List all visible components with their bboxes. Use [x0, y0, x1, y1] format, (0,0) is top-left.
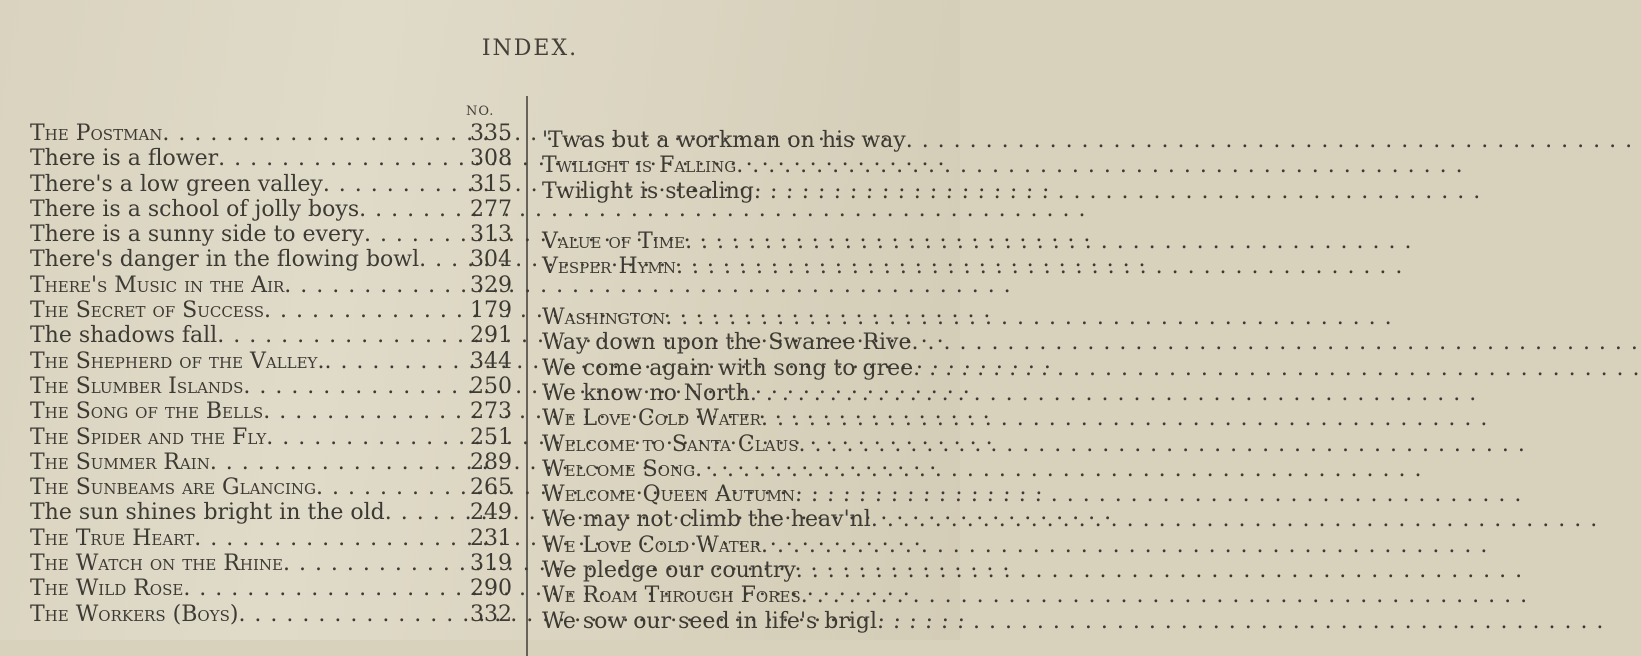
leader-dots — [736, 153, 982, 178]
entry-number: 250 — [470, 373, 512, 399]
entry-number: 290 — [470, 576, 512, 602]
index-entry — [0, 475, 512, 500]
leader-dots — [685, 229, 982, 254]
index-entry — [0, 121, 512, 146]
leader-dots — [324, 349, 460, 374]
entry-title: We pledge our country — [542, 558, 796, 584]
index-entry — [542, 609, 982, 634]
leader-dots — [796, 558, 982, 583]
entry-title: There is a school of jolly boys — [30, 196, 360, 222]
index-entry — [0, 399, 512, 424]
entry-title: There's danger in the flowing bowl — [30, 247, 420, 273]
leader-dots — [217, 323, 460, 348]
index-entry — [0, 349, 512, 374]
index-entry — [542, 153, 982, 178]
index-entry — [0, 526, 512, 551]
leader-dots — [218, 146, 460, 171]
leader-dots — [284, 273, 460, 298]
index-entry — [0, 425, 512, 450]
index-entry — [542, 457, 982, 482]
entry-number: 304 — [470, 247, 512, 273]
entry-title: The Wild Rose — [30, 576, 184, 602]
entry-title: We may not climb the heav'nl — [542, 507, 871, 533]
leader-dots — [695, 457, 982, 482]
entry-title: Value of Time — [542, 229, 686, 255]
number-column-header: NO. — [466, 104, 495, 119]
entry-title: 'Twas but a workman on his way — [542, 128, 906, 153]
entry-title: The Song of the Bells — [30, 399, 264, 425]
entry-title: The Sunbeams are Glancing — [30, 475, 317, 501]
blank-spacer — [542, 204, 982, 229]
leader-dots — [419, 247, 460, 272]
leader-dots — [316, 475, 460, 500]
entry-title: We Love Cold Water — [542, 406, 761, 432]
entry-title: The Spider and the Fly — [30, 424, 267, 450]
entry-number: 273 — [470, 399, 512, 425]
entry-title: The Slumber Islands — [30, 373, 244, 399]
entry-number: 319 — [470, 551, 512, 577]
index-entry — [0, 298, 512, 323]
entry-title: There's a low green valley — [30, 171, 323, 197]
leader-dots — [750, 381, 982, 406]
index-entry — [542, 482, 982, 507]
index-entry — [542, 330, 982, 355]
page-title: INDEX. — [481, 36, 579, 61]
entry-title: Welcome to Santa Claus — [542, 431, 799, 457]
entry-title: We sow our seed in life's brigl — [542, 608, 878, 634]
entry-title: The Postman — [30, 121, 163, 146]
leader-dots — [665, 305, 982, 330]
leader-dots — [359, 197, 460, 222]
leader-dots — [795, 482, 982, 507]
leader-dots — [183, 576, 460, 601]
index-entry — [542, 179, 982, 204]
index-entry — [0, 146, 512, 171]
index-entry — [0, 222, 512, 247]
leader-dots — [264, 298, 460, 323]
index-entry — [0, 323, 512, 348]
leader-dots — [761, 533, 982, 558]
entry-number: 308 — [470, 146, 512, 172]
index-entry — [0, 197, 512, 222]
leader-dots — [906, 128, 982, 153]
index-entry — [0, 273, 512, 298]
index-entry — [0, 576, 512, 601]
entry-number: 265 — [470, 475, 512, 501]
leader-dots — [877, 609, 982, 634]
entry-number: 344 — [470, 348, 512, 374]
index-left-column — [0, 121, 512, 627]
entry-title: The True Heart — [30, 525, 195, 551]
entry-title: Vesper Hymn — [542, 254, 677, 280]
entry-number: 179 — [470, 298, 512, 324]
entry-title: The Shepherd of the Valley. — [30, 348, 325, 374]
index-entry — [542, 356, 982, 381]
leader-dots — [323, 172, 460, 197]
leader-dots — [283, 551, 460, 576]
index-entry — [0, 374, 512, 399]
index-entry — [542, 406, 982, 431]
entry-number: 291 — [470, 323, 512, 349]
entry-number: 251 — [470, 424, 512, 450]
entry-number: 332 — [470, 601, 512, 627]
leader-dots — [266, 425, 460, 450]
index-entry — [542, 128, 982, 153]
entry-title: There's Music in the Air — [30, 272, 285, 298]
entry-title: The Watch on the Rhine — [30, 551, 283, 577]
index-entry — [542, 229, 982, 254]
entry-title: We come again with song to gree — [542, 355, 914, 381]
leader-dots — [761, 406, 982, 431]
entry-number: 277 — [470, 196, 512, 222]
entry-title: The Workers (Boys) — [30, 601, 239, 627]
blank-spacer — [542, 280, 982, 305]
leader-dots — [798, 432, 982, 457]
leader-dots — [913, 356, 982, 381]
entry-number: 315 — [470, 171, 512, 197]
leader-dots — [676, 254, 982, 279]
leader-dots — [385, 500, 460, 525]
entry-title: The Summer Rain — [30, 449, 210, 475]
leader-dots — [364, 222, 460, 247]
leader-dots — [912, 330, 982, 355]
entry-number: 329 — [470, 272, 512, 298]
entry-title: The shadows fall — [30, 323, 218, 349]
entry-title: We Love Cold Water — [542, 532, 761, 558]
entry-title: Way down upon the Swanee Rive — [542, 330, 912, 356]
index-entry — [0, 602, 512, 627]
index-entry — [0, 450, 512, 475]
entry-title: Welcome Queen Autumn — [542, 482, 795, 508]
index-entry — [542, 254, 982, 279]
entry-title: Washington — [542, 305, 666, 331]
entry-title: Twilight is stealing — [542, 178, 754, 204]
index-entry — [542, 432, 982, 457]
entry-number: 313 — [470, 222, 512, 248]
entry-title: Welcome Song — [542, 456, 696, 482]
leader-dots — [243, 374, 460, 399]
entry-number: 335 — [470, 121, 512, 146]
entry-title: Twilight is Falling — [542, 153, 737, 179]
entry-number: 249 — [470, 500, 512, 526]
index-entry — [542, 507, 982, 532]
entry-title: There is a sunny side to every — [30, 222, 364, 248]
leader-dots — [194, 526, 460, 551]
index-entry — [542, 558, 982, 583]
entry-title: There is a flower — [30, 146, 219, 172]
index-entry — [0, 172, 512, 197]
leader-dots — [210, 450, 460, 475]
entry-title: We Roam Through Fores — [542, 583, 801, 609]
entry-number: 289 — [470, 449, 512, 475]
leader-dots — [238, 602, 460, 627]
leader-dots — [754, 179, 982, 204]
entry-title: The sun shines bright in the old — [30, 500, 385, 526]
index-entry — [542, 583, 982, 608]
index-entry — [0, 247, 512, 272]
leader-dots — [871, 507, 982, 532]
index-entry — [542, 305, 982, 330]
leader-dots — [162, 121, 460, 146]
entry-number: 231 — [470, 525, 512, 551]
leader-dots — [263, 399, 460, 424]
leader-dots — [801, 583, 982, 608]
entry-title: The Secret of Success — [30, 298, 265, 324]
index-entry — [542, 381, 982, 406]
entry-title: We know no North — [542, 380, 750, 406]
index-entry — [0, 551, 512, 576]
index-entry — [0, 500, 512, 525]
index-entry — [542, 533, 982, 558]
index-right-column — [542, 128, 982, 634]
